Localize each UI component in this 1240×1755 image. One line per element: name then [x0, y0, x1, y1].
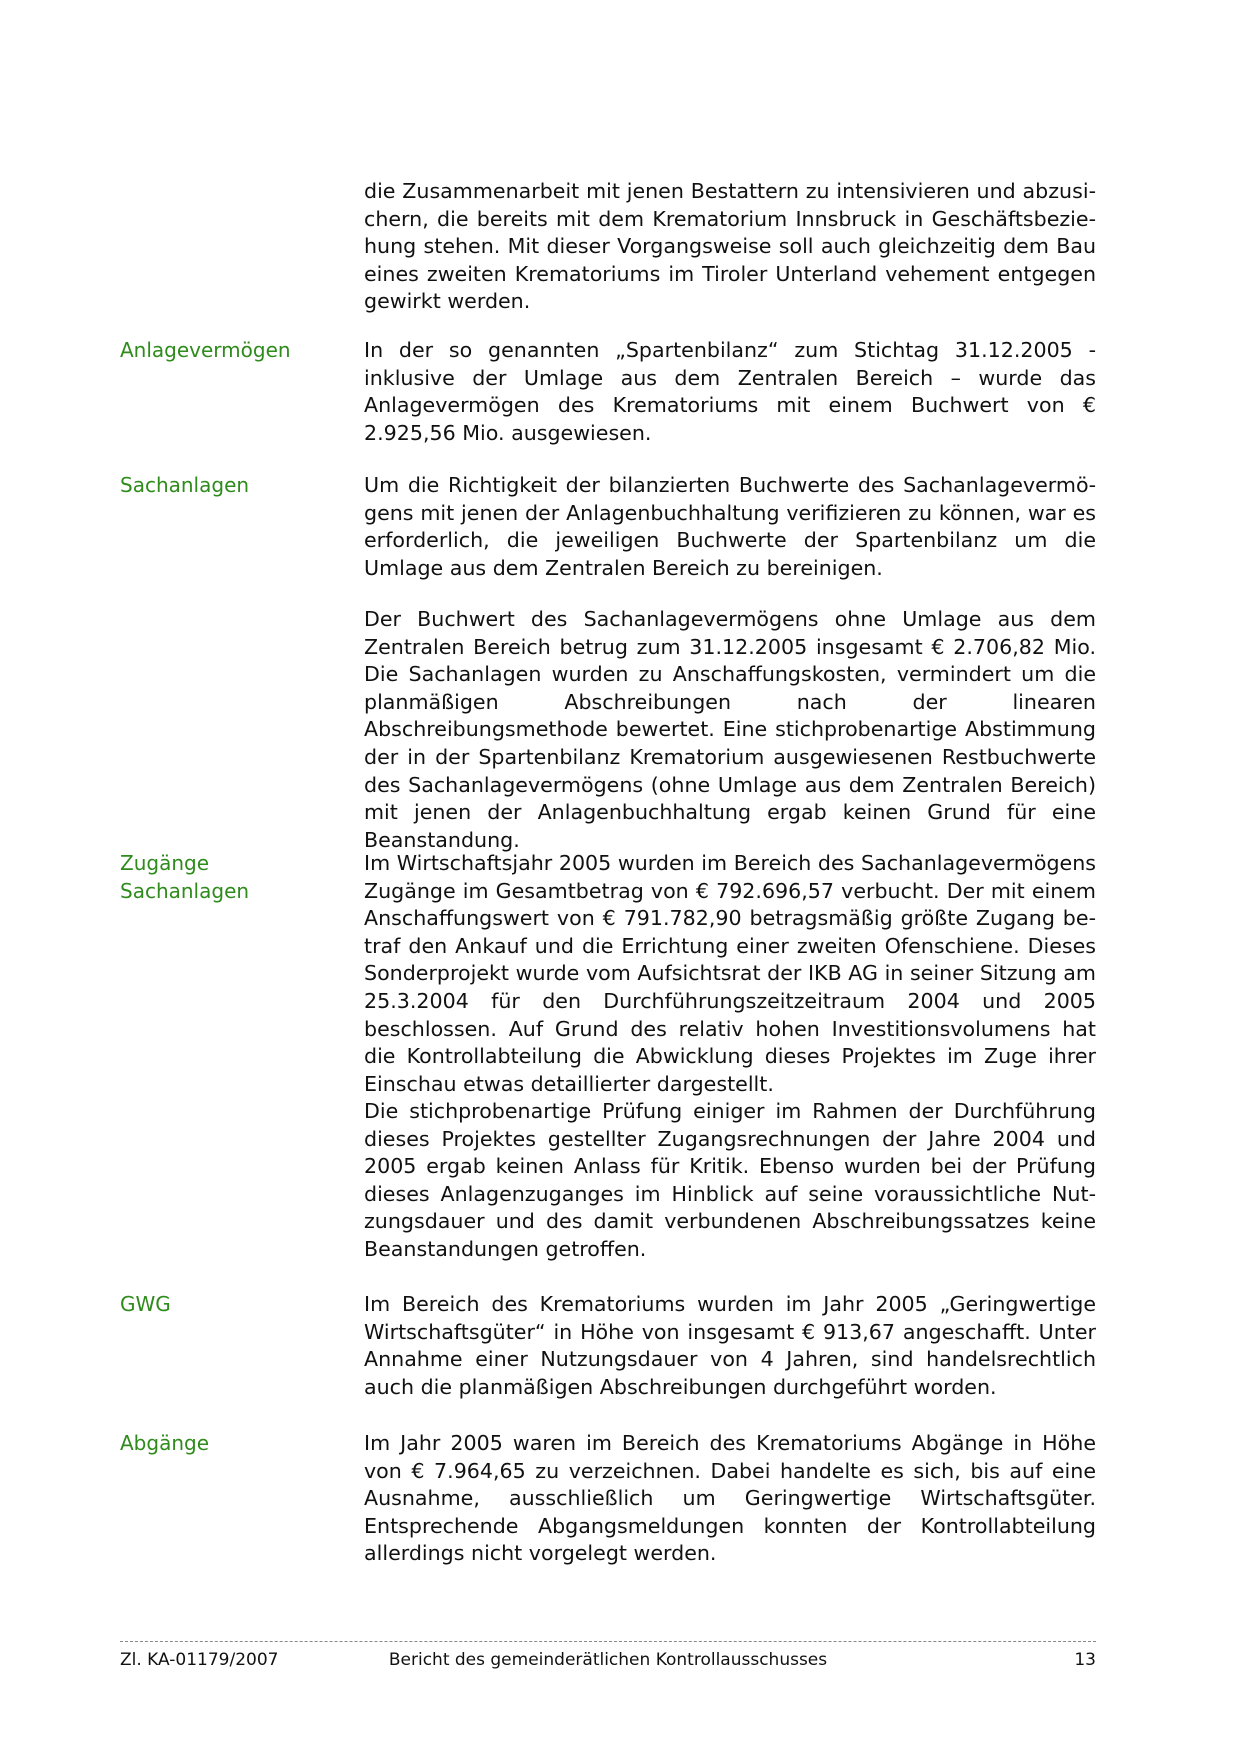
margin-label: Anlagevermögen [120, 338, 291, 362]
paragraph: die Zusammenarbeit mit jenen Bestattern zu intensivieren und abzusichern, die bereits mit dem Krematorium Innsbruck in Geschäftsbeziehung stehen. Mit dieser Vorgangsweise soll auch gleichzeitig dem Bau eines zweiten Krematoriums im Tiroler Unterland vehement entgegen gewirkt werden. [364, 179, 1096, 314]
margin-label: Zugänge Sachanlagen [120, 851, 250, 903]
page-number: 13 [1074, 1650, 1096, 1670]
paragraph: Die stichprobenartige Prüfung einiger im Rahmen der Durchführung dieses Projektes gestellter Zugangsrechnungen der Jahre 2004 und 2005 ergab keinen Anlass für Kritik. Ebenso wurden bei der Prüfung dieses Anlagenzuganges im Hinblick auf seine voraussichtliche Nutzungsdauer und des damit verbundenen Abschreibungssatzes keine Beanstandungen getroffen. [364, 1099, 1096, 1261]
margin-label: GWG [120, 1292, 171, 1316]
paragraph: Der Buchwert des Sachanlagevermögens ohne Umlage aus dem Zentralen Bereich betrug zum 31.12.2005 insgesamt € 2.706,82 Mio. Die Sachanlagen wurden zu Anschaffungskosten, vermindert um die planmäßigen Abschreibungen nach der linearen Abschreibungsmethode bewertet. Eine stichprobenartige Abstimmung der in der Spartenbilanz Krematorium ausgewiesenen Restbuchwerte des Sachanlagevermögens (ohne Umlage aus dem Zentralen Bereich) mit jenen der Anlagenbuchhaltung ergab keinen Grund für eine Beanstandung. [364, 607, 1096, 852]
footer-title: Bericht des gemeinderätlichen Kontrollausschusses [388, 1650, 828, 1670]
paragraph: Um die Richtigkeit der bilanzierten Buchwerte des Sachanlagevermögens mit jenen der Anlagenbuchhaltung verifizieren zu können, war es erforderlich, die jeweiligen Buchwerte der Spartenbilanz um die Umlage aus dem Zentralen Bereich zu bereinigen. [364, 473, 1096, 580]
margin-label: Sachanlagen [120, 473, 250, 497]
paragraph: Im Bereich des Krematoriums wurden im Jahr 2005 „Geringwertige Wirtschaftsgüter“ in Höhe von insgesamt € 913,67 angeschafft. Unter Annahme einer Nutzungsdauer von 4 Jahren, sind handelsrechtlich auch die planmäßigen Abschreibungen durchgeführt worden. [364, 1292, 1096, 1399]
paragraph: Im Jahr 2005 waren im Bereich des Krematoriums Abgänge in Höhe von € 7.964,65 zu verzeichnen. Dabei handelte es sich, bis auf eine Ausnahme, ausschließlich um Geringwertige Wirtschaftsgüter. Entsprechende Abgangsmeldungen konnten der Kontrollabteilung allerdings nicht vorgelegt werden. [364, 1431, 1096, 1566]
footer-reference: Zl. KA-01179/2007 [120, 1650, 279, 1670]
margin-label: Abgänge [120, 1431, 210, 1455]
page-footer [120, 1648, 1096, 1672]
paragraph: In der so genannten „Spartenbilanz“ zum Stichtag 31.12.2005 - inklusive der Umlage aus dem Zentralen Bereich – wurde das Anlagevermögen des Krematoriums mit einem Buchwert von € 2.925,56 Mio. ausgewiesen. [364, 338, 1096, 445]
footer-divider [120, 1641, 1096, 1642]
paragraph: Im Wirtschaftsjahr 2005 wurden im Bereich des Sachanlagevermögens Zugänge im Gesamtbetrag von € 792.696,57 verbucht. Der mit einem Anschaffungswert von € 791.782,90 betragsmäßig größte Zugang betraf den Ankauf und die Errichtung einer zweiten Ofenschiene. Dieses Sonderprojekt wurde vom Aufsichtsrat der IKB AG in seiner Sitzung am 25.3.2004 für den Durchführungszeitzeitraum 2004 und 2005 beschlossen. Auf Grund des relativ hohen Investitionsvolumens hat die Kontrollabteilung die Abwicklung dieses Projektes im Zuge ihrer Einschau etwas detaillierter dargestellt. [364, 851, 1096, 1096]
